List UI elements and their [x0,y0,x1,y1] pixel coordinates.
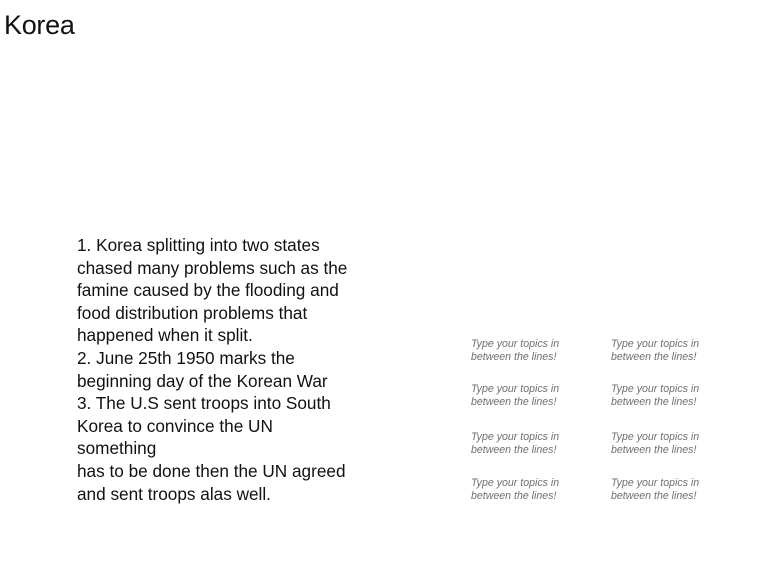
notes-line: and sent troops alas well. [77,483,271,504]
topic-placeholder[interactable] [471,383,591,410]
topic-placeholder-line: Type your topics in [471,431,560,443]
notes-line: happened when it split. [77,325,253,346]
topic-placeholder-line: between the lines! [611,444,697,457]
topic-placeholder-line: Type your topics in [611,431,700,443]
notes-line: food distribution problems that [77,302,308,323]
topic-placeholder-line: Type your topics in [611,383,700,395]
topic-placeholder-line: between the lines! [611,351,697,364]
topic-placeholder[interactable] [471,338,591,365]
topic-placeholder[interactable] [611,477,731,504]
notes-body[interactable] [77,234,397,505]
topic-placeholder[interactable] [471,431,591,458]
topic-placeholder-line: between the lines! [471,351,557,364]
page-title: Korea [4,10,75,40]
topic-placeholder-line: Type your topics in [471,338,560,350]
notes-line: has to be done then the UN agreed [77,460,346,481]
notes-line: something [77,438,157,459]
topic-placeholder-line: between the lines! [611,396,697,409]
notes-line: famine caused by the flooding and [77,280,339,301]
notes-line: chased many problems such as the [77,257,348,278]
topic-placeholder[interactable] [611,431,731,458]
topic-placeholder-line: between the lines! [611,490,697,503]
notes-line: 1. Korea splitting into two states [77,235,320,255]
topic-placeholder-line: Type your topics in [611,338,700,350]
topic-placeholder-line: between the lines! [471,444,557,457]
topic-placeholder[interactable] [471,477,591,504]
notes-line: Korea to convince the UN [77,415,273,436]
topic-placeholder-line: Type your topics in [611,477,700,489]
topic-placeholder[interactable] [611,383,731,410]
topic-placeholder-line: Type your topics in [471,477,560,489]
topic-placeholder-line: Type your topics in [471,383,560,395]
topic-placeholder-line: between the lines! [471,490,557,503]
notes-line: 2. June 25th 1950 marks the [77,347,295,368]
topic-placeholder[interactable] [611,338,731,365]
notes-line: 3. The U.S sent troops into South [77,393,331,414]
notes-line: beginning day of the Korean War [77,370,328,391]
topic-placeholder-line: between the lines! [471,396,557,409]
